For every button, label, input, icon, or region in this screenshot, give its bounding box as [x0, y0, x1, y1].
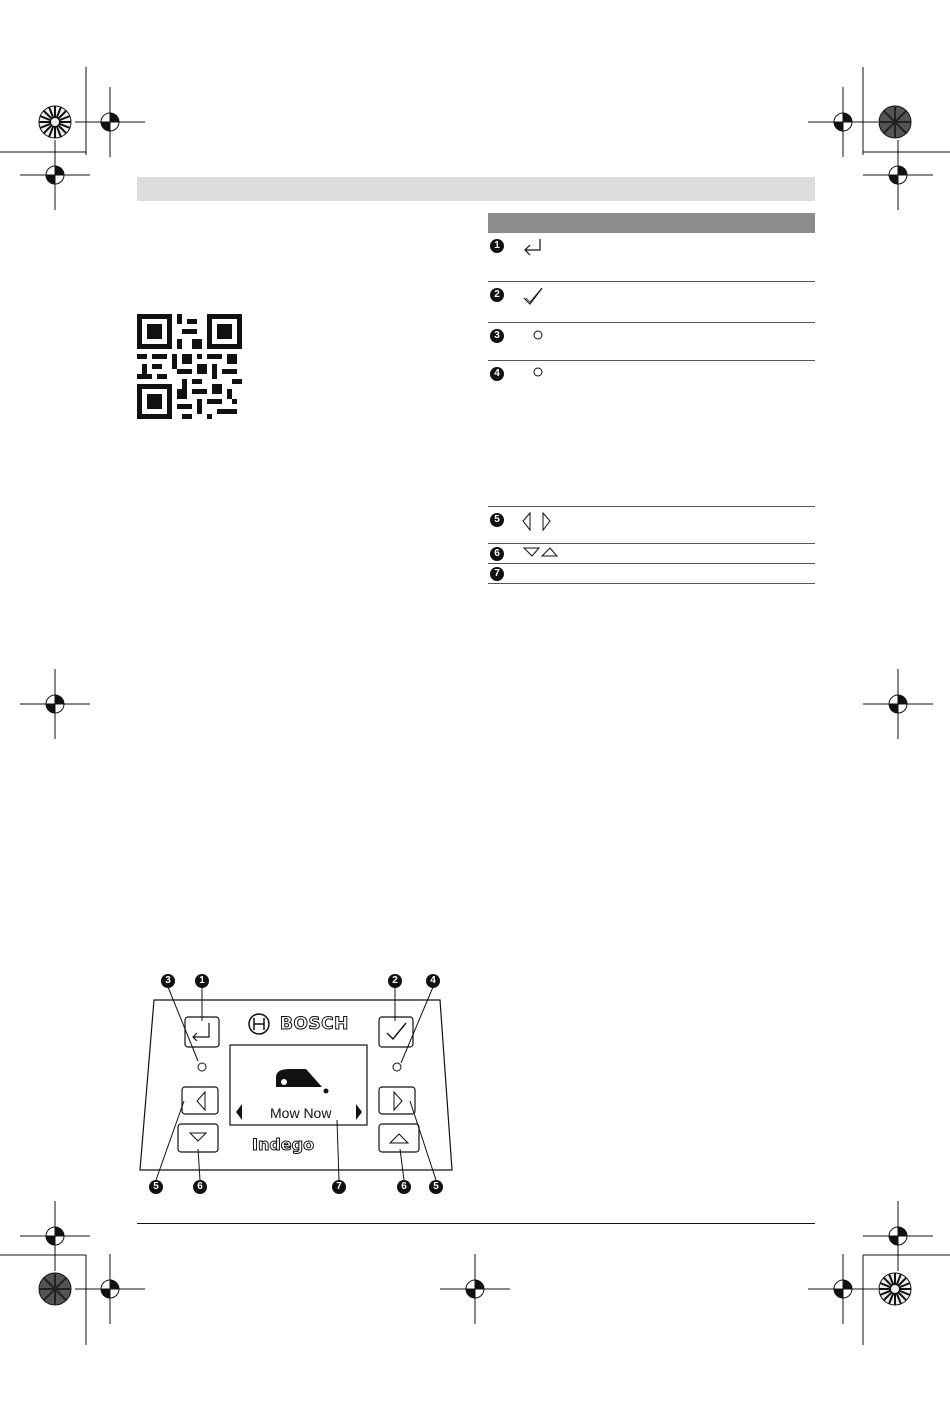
callout-number: 5: [429, 1180, 443, 1194]
legend-table-header: [488, 213, 815, 233]
legend-row-6: [488, 544, 815, 564]
callout-number: 6: [397, 1180, 411, 1194]
left-right-arrows-icon: [520, 509, 560, 535]
down-up-arrows-icon: [520, 545, 570, 561]
checkmark-icon: [520, 284, 546, 310]
enter-return-icon: [520, 235, 546, 261]
legend-number: 4: [490, 367, 504, 381]
callout-number: 3: [161, 974, 175, 988]
legend-row-2: [488, 282, 815, 323]
product-name: Indego: [252, 1135, 315, 1154]
legend-row-5: [488, 507, 815, 544]
legend-row-1: [488, 233, 815, 282]
callout-number: 4: [426, 974, 440, 988]
brand-logo-text: BOSCH: [280, 1014, 349, 1034]
legend-number: 6: [490, 547, 504, 561]
callout-number: 6: [193, 1180, 207, 1194]
led-circle-icon: [530, 364, 556, 390]
led-circle-icon: [530, 327, 556, 353]
control-panel-illustration: [130, 965, 470, 1205]
legend-row-7: [488, 564, 815, 584]
legend-row-4: [488, 361, 815, 507]
legend-number: 3: [490, 329, 504, 343]
legend-number: 5: [490, 513, 504, 527]
header-bar: [137, 177, 815, 201]
callout-number: 2: [388, 974, 402, 988]
qr-code-icon: [137, 314, 242, 419]
callout-number: 1: [195, 974, 209, 988]
callout-number: 7: [332, 1180, 346, 1194]
callout-number: 5: [149, 1180, 163, 1194]
legend-row-3: [488, 323, 815, 361]
legend-number: 2: [490, 288, 504, 302]
footer-rule: [137, 1223, 815, 1224]
legend-number: 7: [490, 567, 504, 581]
legend-number: 1: [490, 239, 504, 253]
screen-text: Mow Now: [270, 1105, 332, 1121]
